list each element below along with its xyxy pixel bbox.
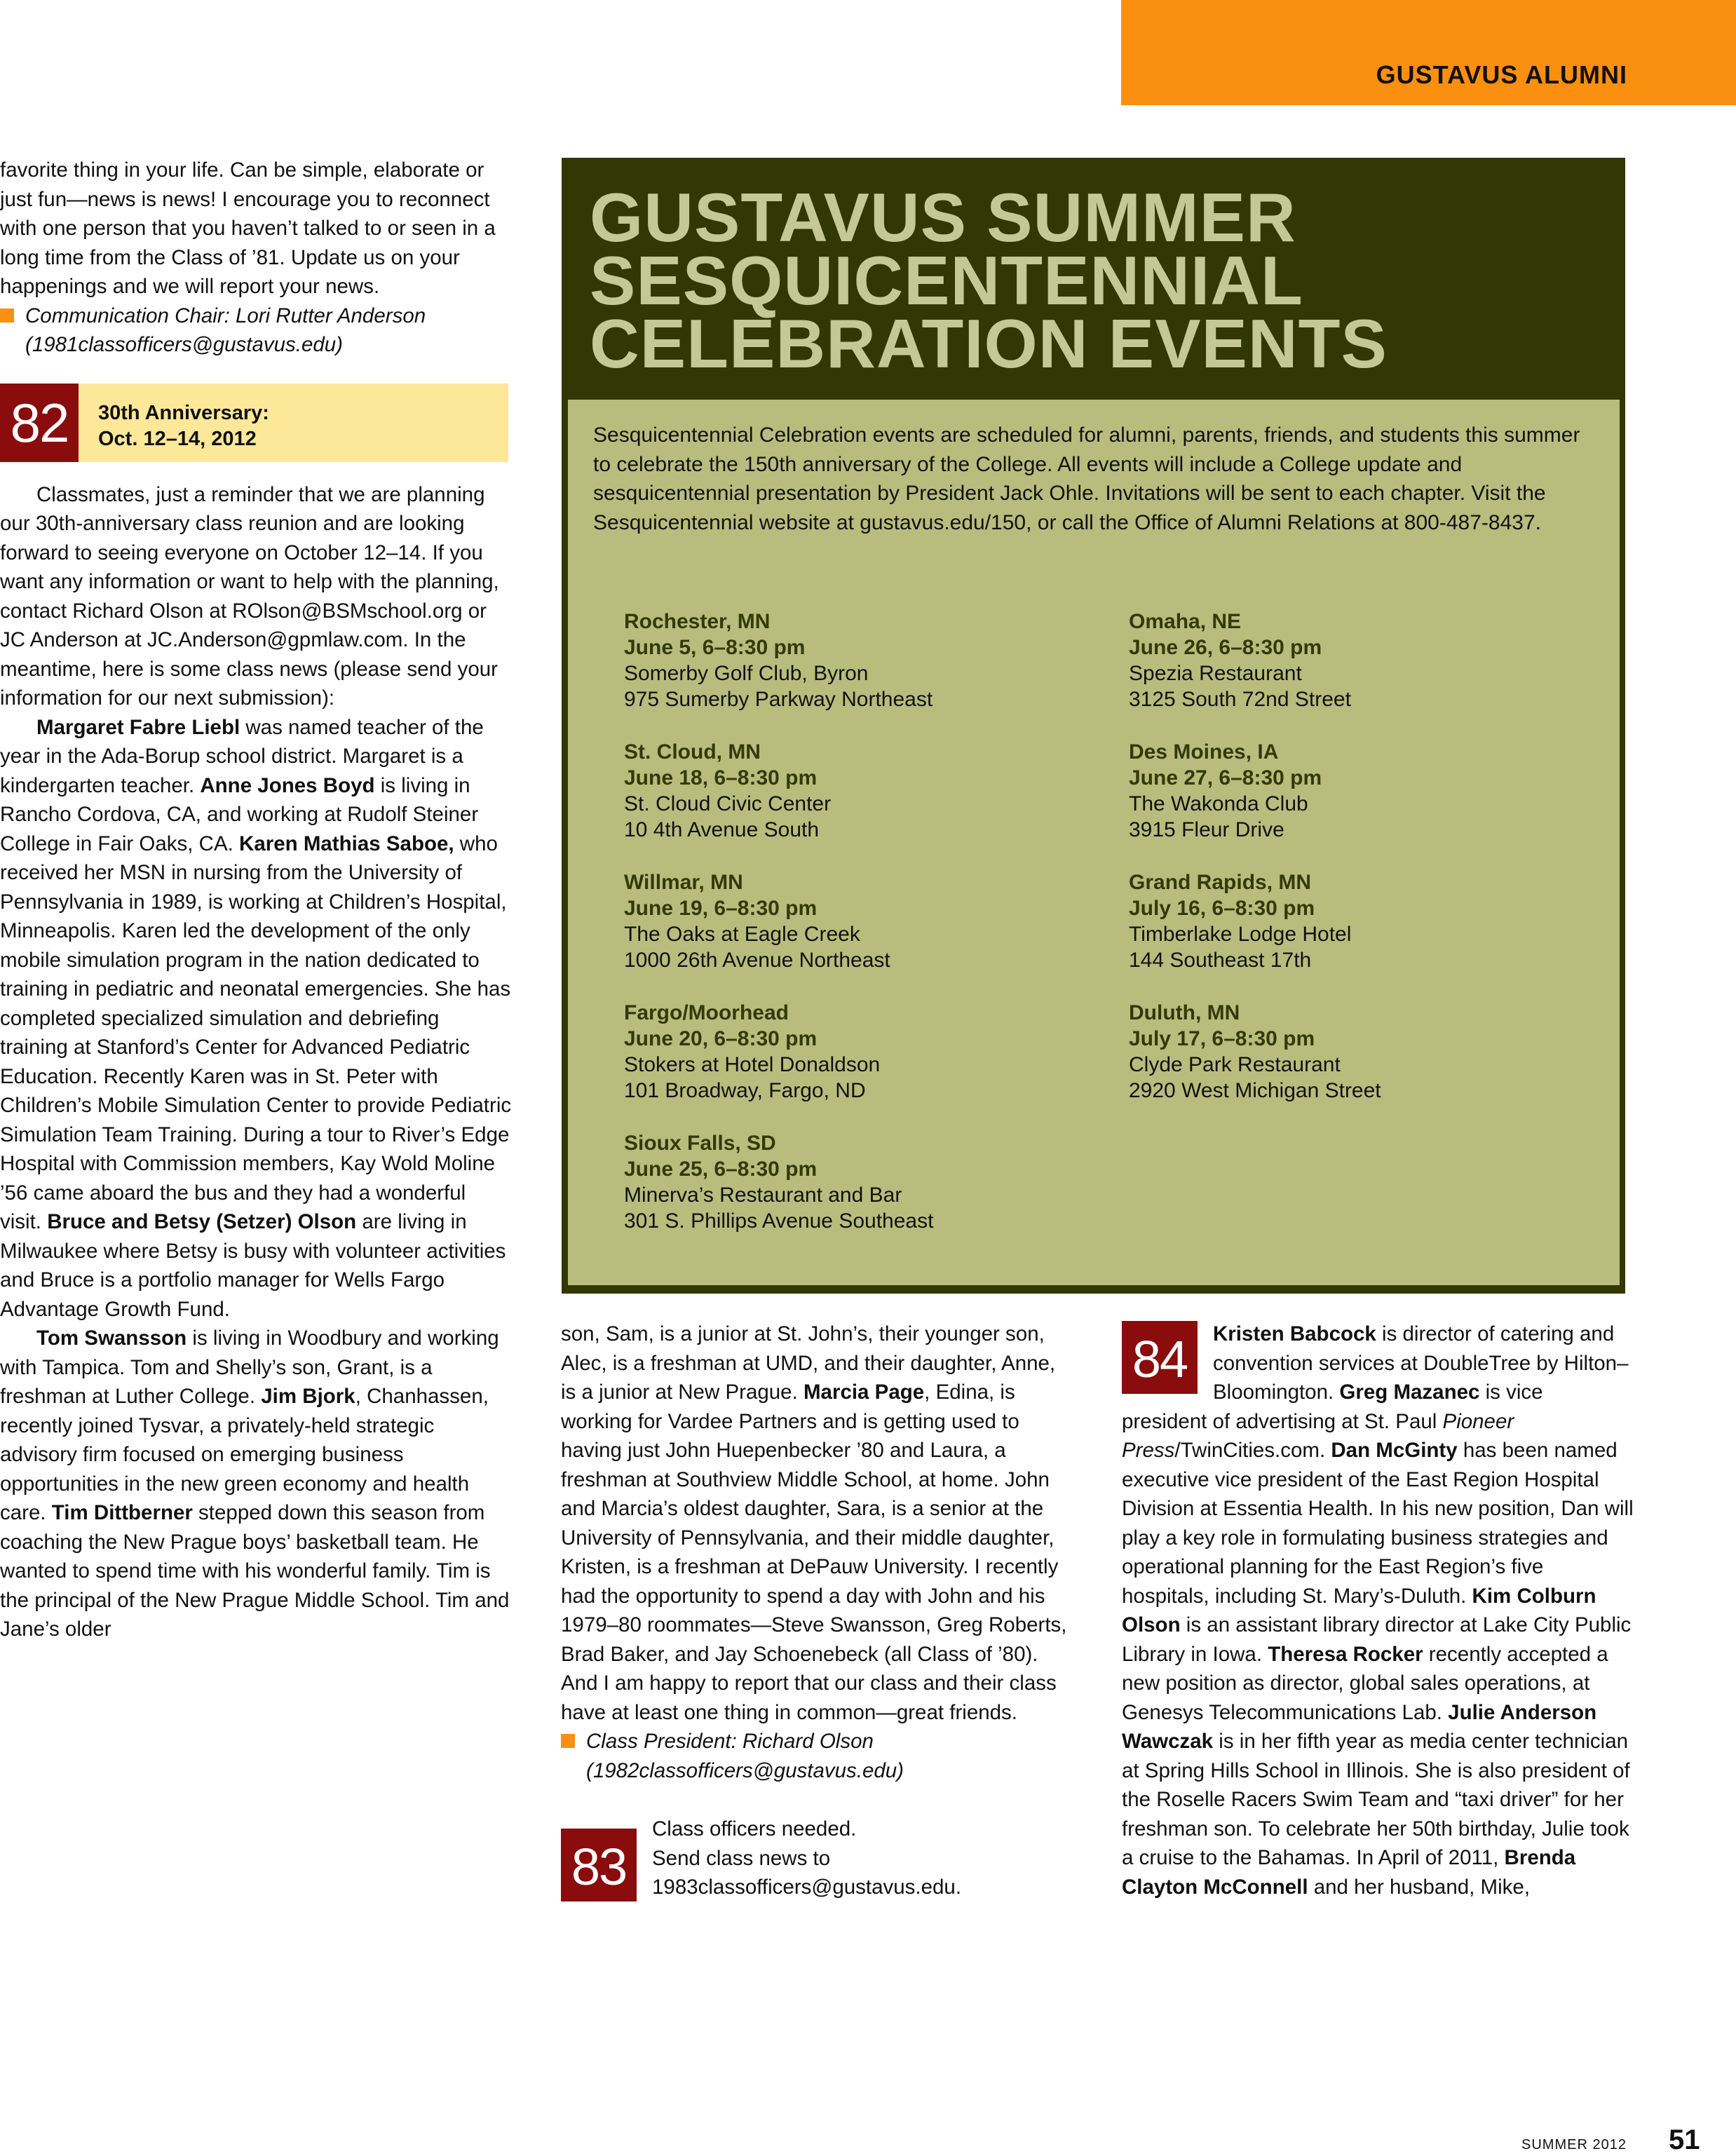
section-header-tab [1121,0,1736,105]
events-panel [568,400,1620,1285]
title-line-2: Oct. 12–14, 2012 [98,427,257,450]
event-item [624,1000,1115,1104]
section-title: GUSTAVUS ALUMNI [1376,60,1627,89]
event-venue: Clyde Park Restaurant [1129,1053,1341,1076]
news-text: , Edina, is working for Vardee Partners and is getting used to having just John Huepenbecker ’80 and Laura, a freshman at Southview Middle School, at home. John and Marcia’s oldest daughter, Sara, is a senior at the University of Pennsylvania, and their middle daughter, Kristen, is a freshman at DePauw University. I recently had the opportunity to spend a day with John and his 1979–80 roommates—Steve Swansson, Greg Roberts, Brad Baker, and Jay Schoenebeck (all Class of ’80). And I am happy to report that our class and their class have at least one thing in common—great friends. [561,1381,1067,1724]
title-line-1: 30th Anniversary: [98,401,269,424]
class-year-badge: 83 [561,1829,637,1901]
event-item [1129,1000,1620,1104]
person-name: Bruce and Betsy (Setzer) Olson [47,1210,357,1233]
event-city: St. Cloud, MN [624,740,761,764]
class-82-paragraph-1: Classmates, just a reminder that we are planning our 30th-anniversary class reunion and are looking forward to seeing everyone on October 12–14. If you want any information or want to help with the planning, contact Richard Olson at ROlson@BSMschool.org or JC Anderson at JC.Anderson@gpmlaw.com. In the meantime, here is some class news (please send your information for our next submission): [0,482,499,710]
class-82-title [98,400,269,452]
event-city: Duluth, MN [1129,1001,1240,1024]
person-name: Theresa Rocker [1268,1642,1423,1666]
class-president [561,1727,1073,1785]
orange-square-bullet-icon [0,309,14,323]
event-city: Grand Rapids, MN [1129,871,1312,894]
chair-text: Communication Chair: Lori Rutter Anderson (1981classofficers@gustavus.edu) [25,304,426,356]
person-name: Marcia Page [803,1381,925,1404]
event-date: June 25, 6–8:30 pm [624,1158,818,1181]
news-text: has been named executive vice president of the East Region Hospital Division at Essentia Health. In his new position, Dan will play a key role in formulating business strategies and operational planning for the East Region’s five hospitals, including St. Mary’s-Duluth. [1122,1439,1634,1608]
news-text: is living in Rancho Cordova, CA, and working at Rudolf Steiner College in Fair Oaks, CA. [0,773,479,855]
class-82-continued [561,1320,1073,1727]
events-list-right [1129,609,1620,1130]
event-address: 975 Sumerby Parkway Northeast [624,688,933,711]
event-address: 301 S. Phillips Avenue Southeast [624,1209,934,1233]
class-year-badge: 84 [1122,1321,1198,1394]
news-text: /TwinCities.com. [1174,1439,1331,1462]
event-address: 10 4th Avenue South [624,818,820,841]
event-city: Des Moines, IA [1129,740,1279,764]
person-name: Margaret Fabre Liebl [36,715,240,739]
event-address: 101 Broadway, Fargo, ND [624,1079,866,1102]
event-address: 3125 South 72nd Street [1129,688,1351,711]
person-name: Dan McGinty [1331,1439,1458,1462]
class-82-header [0,384,508,462]
event-date: June 5, 6–8:30 pm [624,636,806,659]
class-83-section [561,1815,1073,1906]
event-date: June 19, 6–8:30 pm [624,897,818,920]
event-city: Willmar, MN [624,871,743,894]
person-name: Julie Anderson Wawczak [1122,1700,1597,1753]
events-title: GUSTAVUS SUMMER SESQUICENTENNIAL CELEBRATION EVENTS [590,179,1388,382]
news-text: who received her MSN in nursing from the University of Pennsylvania in 1989, is working at Children’s Hospital, Minneapolis. Karen led the development of the only mobile simulation program in the nation dedicated to training in pediatric and neonatal emergencies. She has completed specialized simulation and debriefing training at Stanford’s Center for Advanced Pediatric Education. Recently Karen was in St. Peter with Children’s Mobile Simulation Center to provide Pediatric Simulation Team Training. During a tour to River’s Edge Hospital with Commission members, Kay Wold Moline ’56 came aboard the bus and they had a wonderful visit. [0,832,512,1233]
page-number: 51 [1669,2124,1700,2155]
event-date: July 17, 6–8:30 pm [1129,1027,1315,1050]
news-text: stepped down this season from coaching the New Prague boys’ basketball team. He wanted to spend time with his wonderful family. Tim is the principal of the New Prague Middle School. Tim and Jane’s older [0,1501,510,1641]
middle-column [561,1320,1073,1906]
person-name: Tom Swansson [36,1327,187,1350]
news-text: are living in Milwaukee where Betsy is busy with volunteer activities and Bruce is a portfolio manager for Wells Fargo Advantage Growth Fund. [0,1210,506,1321]
person-name: Tim Dittberner [51,1501,193,1524]
publication-name: Pioneer Press [1122,1409,1514,1462]
news-text: and her husband, Mike, [1308,1875,1531,1899]
event-venue: Timberlake Lodge Hotel [1129,923,1352,946]
event-item [1129,739,1620,843]
event-item [1129,609,1620,712]
events-box [562,158,1625,1294]
news-text: recently accepted a new position as director, global sales operations, at Genesys Telecommunications Lab. [1122,1642,1608,1724]
news-text: was named teacher of the year in the Ada-Borup school district. Margaret is a kindergarten teacher. [0,715,484,797]
event-item [624,609,1115,712]
person-name: Anne Jones Boyd [200,773,375,797]
event-address: 3915 Fleur Drive [1129,818,1284,841]
person-name: Greg Mazanec [1339,1381,1480,1404]
class-83-line-1: Class officers needed. [652,1817,857,1840]
event-item [624,869,1115,973]
person-name: Kim Colburn Olson [1122,1584,1596,1636]
issue-season: SUMMER 2012 [1521,2137,1627,2152]
event-date: June 27, 6–8:30 pm [1129,766,1322,789]
news-text: is vice president of advertising at St. Paul [1122,1381,1543,1433]
intro-text: favorite thing in your life. Can be simple, elaborate or just fun—news is news! I encourage you to reconnect with one person that you haven’t talked to or seen in a long time from the Class of ’81. Update us on your happenings and we will report your news. [0,158,496,298]
event-item [624,1130,1115,1234]
person-name: Karen Mathias Saboe, [239,832,454,855]
event-address: 2920 West Michigan Street [1129,1079,1381,1102]
news-text: is an assistant library director at Lake City Public Library in Iowa. [1122,1613,1632,1666]
right-column [1122,1320,1634,1901]
event-city: Omaha, NE [1129,610,1242,633]
event-city: Fargo/Moorhead [624,1001,789,1024]
person-name: Jim Bjork [261,1385,355,1408]
events-intro: Sesquicentennial Celebration events are scheduled for alumni, parents, friends, and students this summer to celebrate the 150th anniversary of the College. All events will include a College update and sesquicentennial presentation by President Jack Ohle. Invitations will be sent to each chapter. Visit the Sesquicentennial website at gustavus.edu/150, or call the Office of Alumni Relations at 800-487-8437. [593,423,1580,534]
class-82-paragraph-2 [0,713,512,1324]
event-venue: Minerva’s Restaurant and Bar [624,1184,902,1207]
event-date: July 16, 6–8:30 pm [1129,897,1315,920]
event-date: June 26, 6–8:30 pm [1129,636,1322,659]
event-venue: Stokers at Hotel Donaldson [624,1053,881,1076]
event-address: 1000 26th Avenue Northeast [624,949,890,972]
class-84-news [1122,1320,1634,1901]
class-83-line-2: Send class news to [652,1846,831,1870]
event-date: June 20, 6–8:30 pm [624,1027,818,1050]
news-text: is living in Woodbury and working with Tampica. Tom and Shelly’s son, Grant, is a freshman at Luther College. [0,1327,499,1408]
event-address: 144 Southeast 17th [1129,949,1312,972]
class-83-line-3: 1983classofficers@gustavus.edu. [652,1876,962,1899]
event-venue: St. Cloud Civic Center [624,792,832,815]
event-city: Rochester, MN [624,610,771,633]
class-year-badge: 82 [0,384,79,462]
event-venue: Spezia Restaurant [1129,662,1302,685]
news-text: is director of catering and convention services at DoubleTree by Hilton–Bloomington. [1213,1322,1629,1404]
event-venue: Somerby Golf Club, Byron [624,662,869,685]
event-venue: The Oaks at Eagle Creek [624,923,860,946]
communication-chair [0,301,512,360]
orange-square-bullet-icon [561,1734,575,1748]
news-text: son, Sam, is a junior at St. John’s, their younger son, Alec, is a freshman at UMD, and their daughter, Anne, is a junior at New Prague. [561,1322,1056,1404]
event-item [624,739,1115,843]
left-column [0,156,512,1644]
event-venue: The Wakonda Club [1129,792,1308,815]
event-item [1129,869,1620,973]
news-text: is in her fifth year as media center technician at Spring Hills School in Illinois. She is also president of the Roselle Racers Swim Team and “taxi driver” for her freshman son. To celebrate her 50th birthday, Julie took a cruise to the Bahamas. In April of 2011, [1122,1730,1630,1869]
events-list-left [624,609,1115,1261]
class-82-paragraph-3 [0,1324,512,1644]
person-name: Brenda Clayton McConnell [1122,1846,1576,1899]
president-text: Class President: Richard Olson (1982classofficers@gustavus.edu) [586,1730,904,1782]
person-name: Kristen Babcock [1213,1322,1376,1345]
news-text: , Chanhassen, recently joined Tysvar, a privately-held strategic advisory firm focused on emerging business opportunities in the new green economy and health care. [0,1385,489,1524]
event-city: Sioux Falls, SD [624,1132,776,1155]
event-date: June 18, 6–8:30 pm [624,766,818,789]
